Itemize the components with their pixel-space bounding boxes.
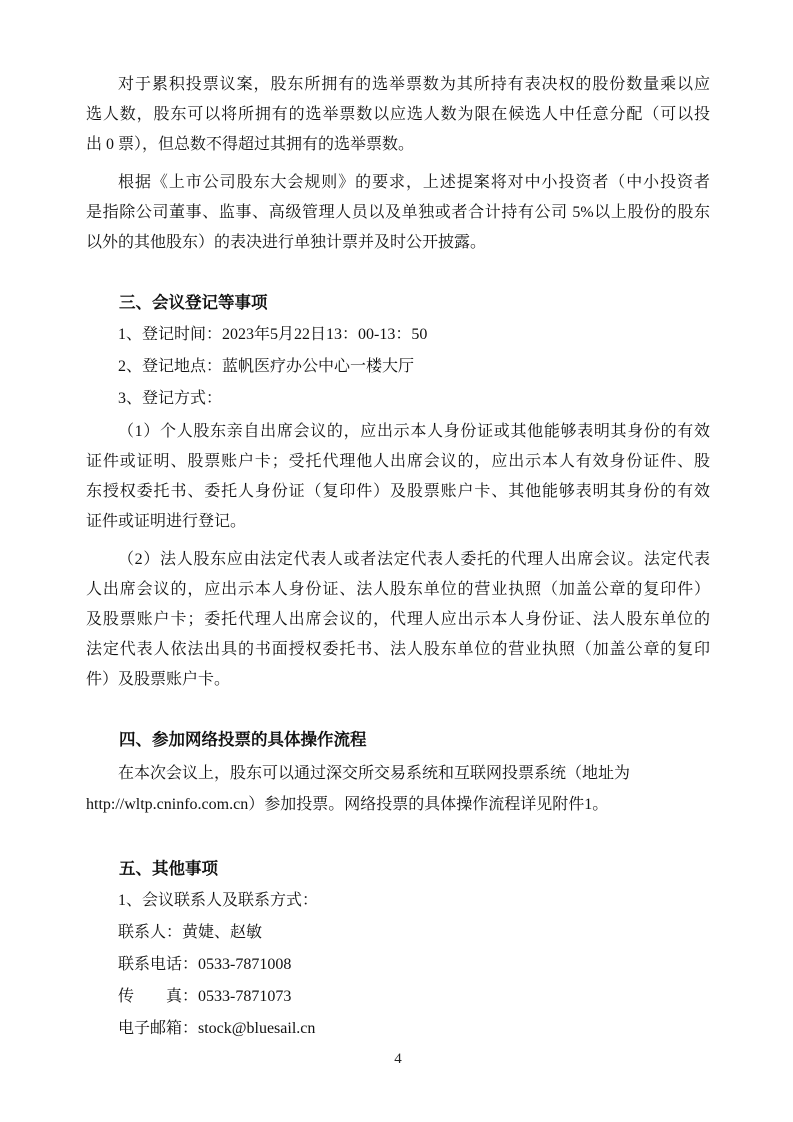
paragraph-online-voting: [86, 758, 710, 820]
contact-phone-line: 联系电话：0533-7871008: [118, 956, 292, 973]
paragraph-line: 对于累积投票议案，股东所拥有的选举票数为其所持有表决权的股份数量乘以应: [118, 76, 710, 93]
paragraph-line: 及股票账户卡；委托代理人出席会议的，代理人应出示本人身份证、法人股东单位的: [86, 611, 710, 628]
paragraph-line: 件）及股票账户卡。: [86, 671, 231, 688]
paragraph-line-with-url: http://wltp.cninfo.com.cn）参加投票。网络投票的具体操作流程详见附件1。: [86, 796, 609, 813]
paragraph-cumulative-voting: [86, 70, 710, 160]
contact-email-line: 电子邮箱：stock@bluesail.cn: [118, 1020, 316, 1037]
paragraph-line: 以外的其他股东）的表决进行单独计票并及时公开披露。: [86, 234, 487, 251]
registration-time-item: 1、登记时间：2023年5月22日13：00-13：50: [118, 326, 428, 343]
page-number: 4: [394, 1051, 402, 1067]
registration-place-item: 2、登记地点：蓝帆医疗办公中心一楼大厅: [118, 358, 415, 375]
paragraph-meeting-rules: [86, 168, 710, 258]
registration-method-item: 3、登记方式：: [118, 390, 223, 407]
paragraph-line: 人出席会议的，应出示本人身份证、法人股东单位的营业执照（加盖公章的复印件）: [86, 581, 710, 598]
paragraph-line: 在本次会议上，股东可以通过深交所交易系统和互联网投票系统（地址为: [118, 765, 631, 782]
paragraph-individual-shareholder: [86, 417, 710, 537]
paragraph-line: 东授权委托书、委托人身份证（复印件）及股票账户卡、其他能够表明其身份的有效: [86, 483, 710, 500]
contact-fax-line: 传 真：0533-7871073: [118, 988, 292, 1005]
section-heading-other-matters: 五、其他事项: [119, 859, 218, 878]
paragraph-line: 是指除公司董事、监事、高级管理人员以及单独或者合计持有公司 5%以上股份的股东: [86, 204, 710, 221]
paragraph-line: 选人数，股东可以将所拥有的选举票数以应选人数为限在候选人中任意分配（可以投: [86, 106, 710, 123]
contact-info-block: [86, 885, 710, 1045]
paragraph-line: 根据《上市公司股东大会规则》的要求，上述提案将对中小投资者（中小投资者: [118, 174, 710, 191]
contact-person-line: 联系人：黄婕、赵敏: [118, 924, 263, 941]
paragraph-line: 证件或证明、股票账户卡；受托代理他人出席会议的，应出示本人有效身份证件、股: [86, 453, 710, 470]
section-heading-registration: 三、会议登记等事项: [119, 293, 268, 312]
paragraph-corporate-shareholder: [86, 545, 710, 695]
paragraph-line: 出 0 票），但总数不得超过其拥有的选举票数。: [86, 136, 415, 153]
paragraph-line: （2）法人股东应由法定代表人或者法定代表人委托的代理人出席会议。法定代表: [118, 551, 710, 568]
paragraph-line: 证件或证明进行登记。: [86, 513, 247, 530]
section-heading-online-voting: 四、参加网络投票的具体操作流程: [119, 730, 367, 749]
paragraph-line: （1）个人股东亲自出席会议的，应出示本人身份证或其他能够表明其身份的有效: [118, 423, 710, 440]
contact-title-line: 1、会议联系人及联系方式：: [118, 892, 319, 909]
paragraph-line: 法定代表人依法出具的书面授权委托书、法人股东单位的营业执照（加盖公章的复印: [86, 641, 710, 658]
